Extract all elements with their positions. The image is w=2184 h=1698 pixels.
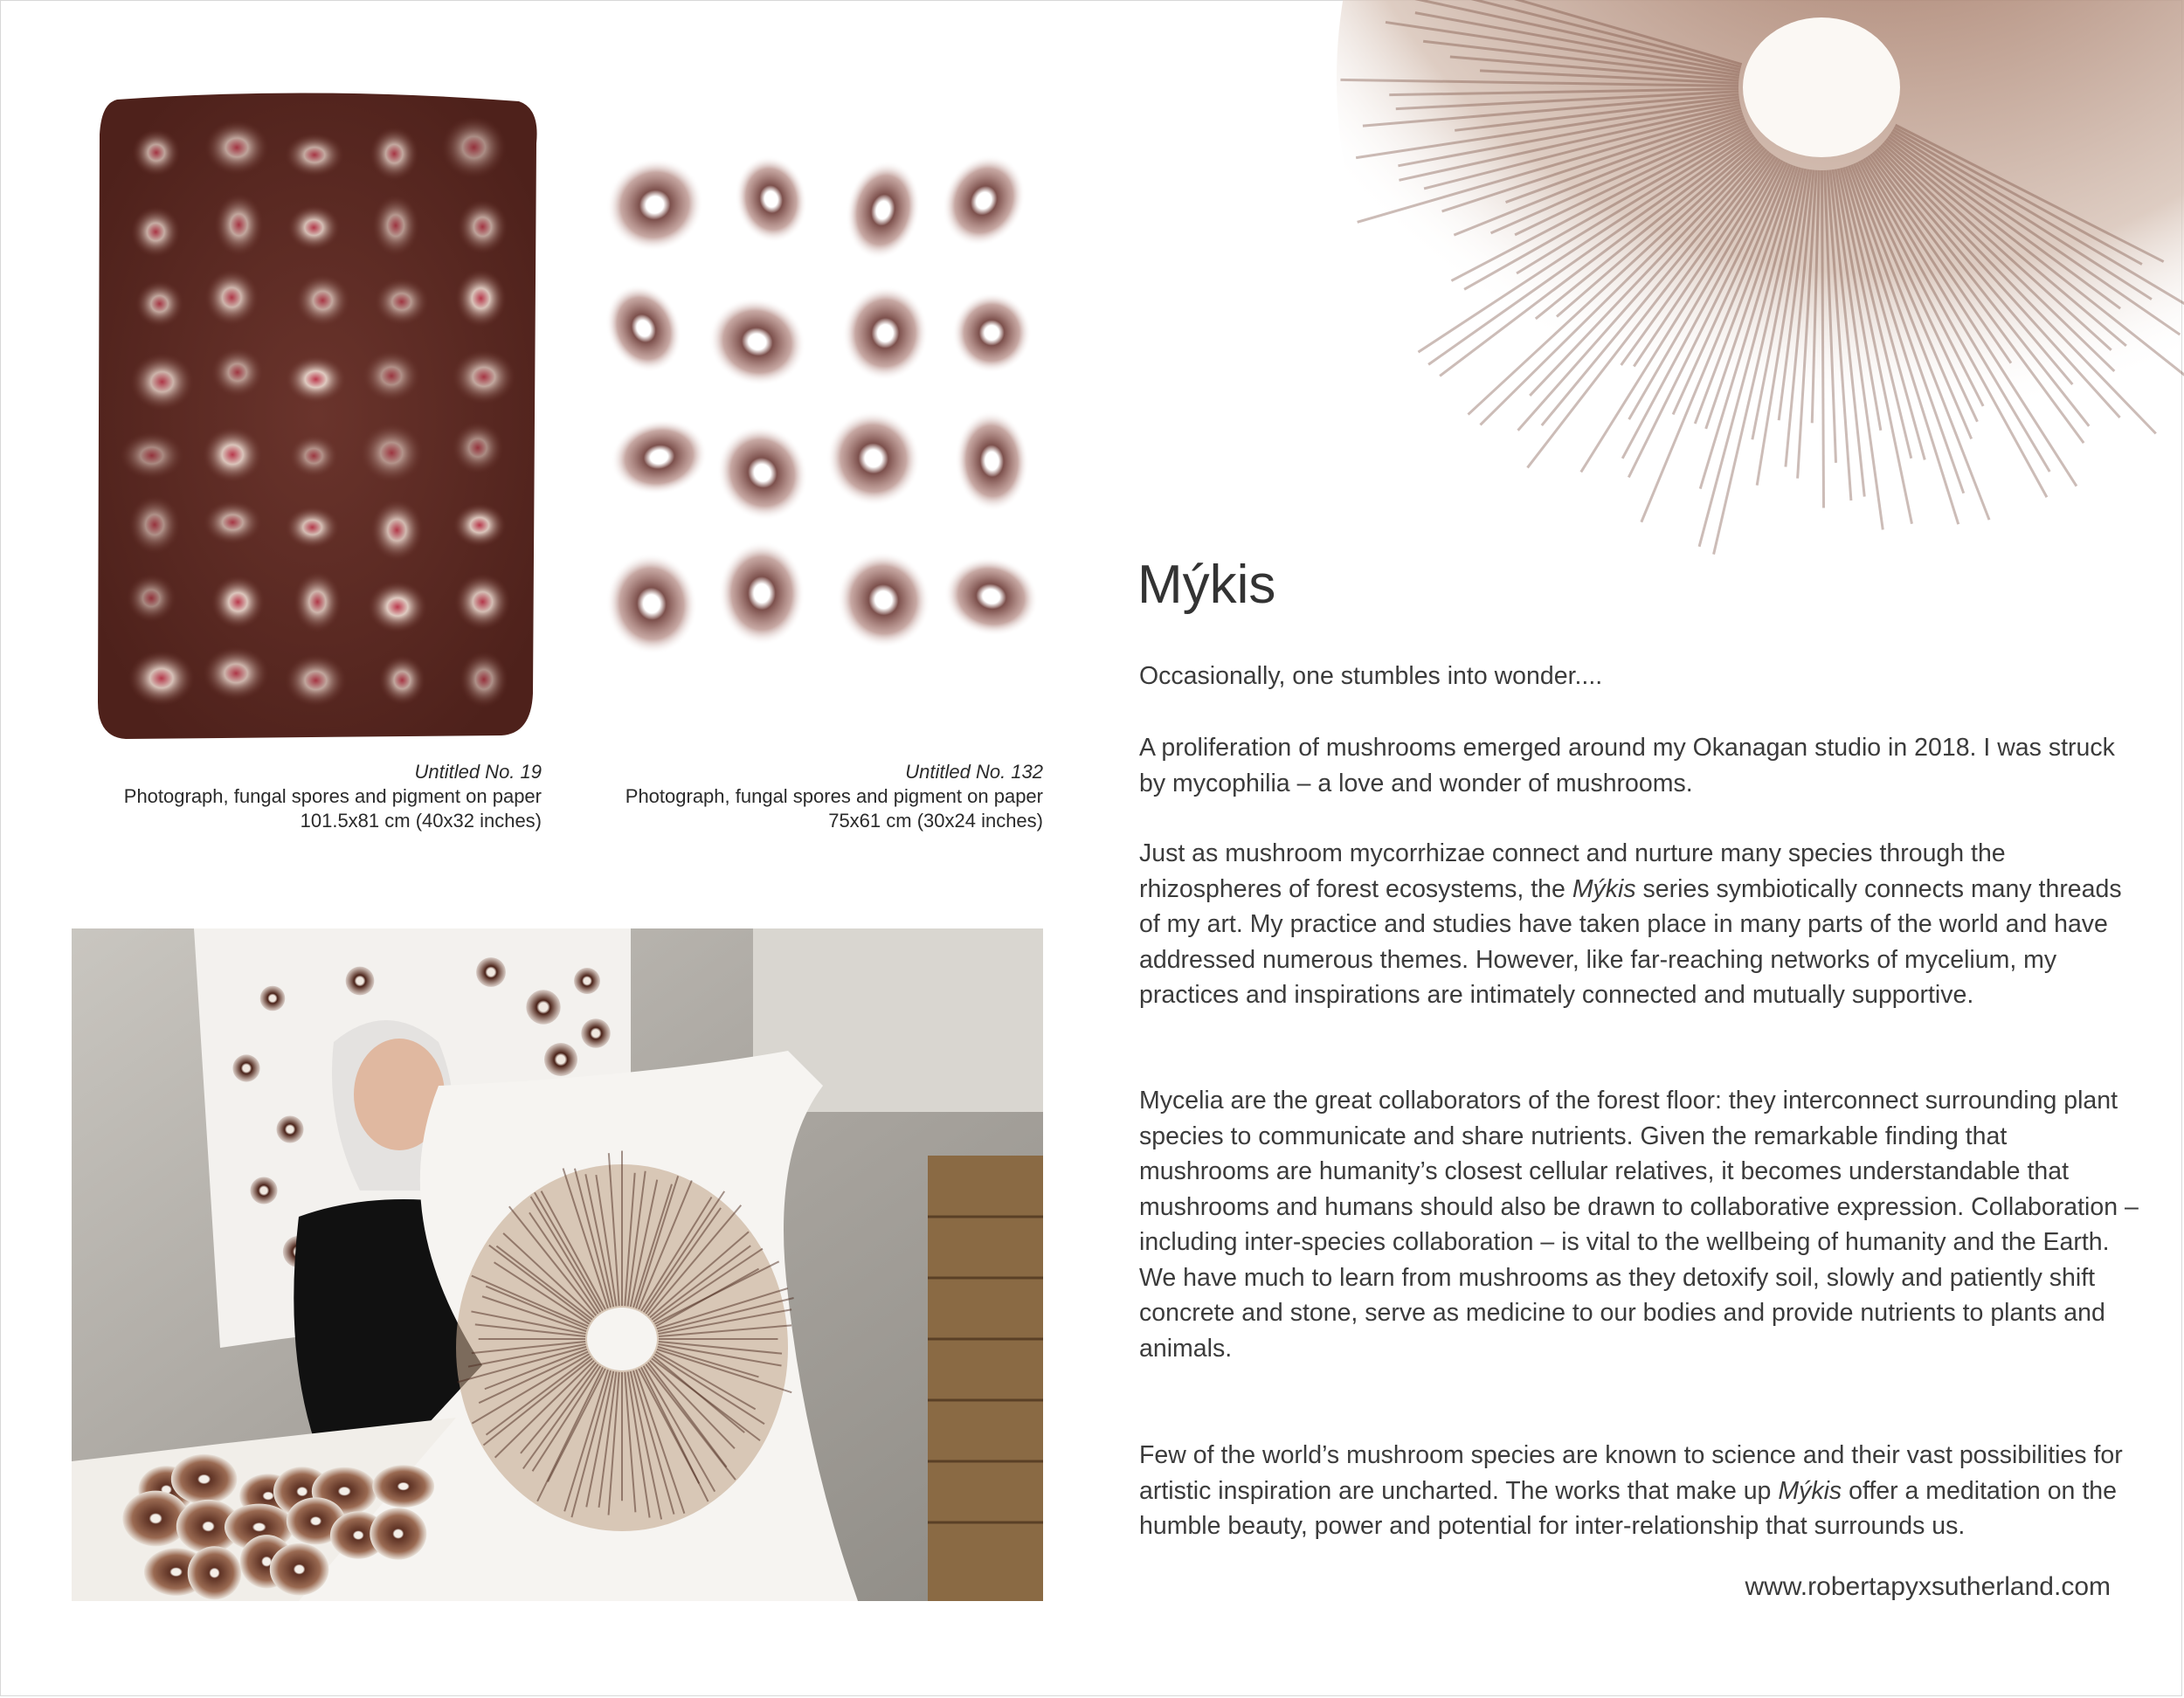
untitled-no-132-caption bbox=[542, 760, 1043, 833]
intro-paragraph: Occasionally, one stumbles into wonder.... bbox=[1139, 662, 1603, 690]
spore-print-mark bbox=[544, 1043, 577, 1076]
spore-print-mark bbox=[476, 957, 506, 987]
website-link[interactable]: www.robertapyxsutherland.com bbox=[1745, 1572, 2111, 1601]
spore-print-mark bbox=[370, 127, 418, 180]
spore-print-mark bbox=[837, 154, 929, 266]
spore-print-mark bbox=[286, 507, 340, 549]
spore-print-mark bbox=[717, 541, 805, 646]
spore-print-mark bbox=[374, 278, 429, 325]
paragraph-species bbox=[1139, 1438, 2144, 1544]
spore-print-mark bbox=[285, 133, 344, 176]
spore-print-mark bbox=[188, 1546, 241, 1599]
text-run: Just as mushroom mycorrhizae connect and nurture many species through the rhizospheres of forest ecosystems, the bbox=[1139, 839, 2006, 903]
spore-print-mark bbox=[130, 353, 194, 411]
spore-print-mark bbox=[204, 269, 259, 325]
spore-print-mark bbox=[294, 571, 342, 632]
spore-print-mark bbox=[599, 547, 704, 660]
spore-print-mark bbox=[276, 1115, 303, 1142]
spore-print-mark bbox=[372, 1465, 434, 1508]
spore-print-mark bbox=[452, 349, 515, 404]
spore-print-mark bbox=[260, 986, 286, 1011]
spore-print-mark bbox=[379, 655, 425, 705]
artwork-title: Untitled No. 19 bbox=[414, 761, 542, 783]
spore-print-mark bbox=[295, 274, 350, 327]
spore-print-mark bbox=[171, 1454, 238, 1504]
spore-print-mark bbox=[289, 435, 338, 478]
spore-print-mark bbox=[131, 206, 181, 257]
spore-print-mark bbox=[203, 646, 268, 700]
text-run: series symbiotically connects many threads of my art. My practice and studies have taken place in many parts of the world and have addressed numerous themes. However, like far-reaching networks of mycelium, my practices and inspirations are intimately connected and mutually supportive. bbox=[1139, 874, 2122, 1009]
spore-print-mark bbox=[285, 654, 347, 707]
spore-print-mark bbox=[214, 194, 263, 257]
spore-print-mark bbox=[120, 431, 184, 479]
spore-print-mark bbox=[346, 967, 375, 996]
spore-print-mark bbox=[250, 1177, 277, 1204]
text-run: offer a meditation on the humble beauty, power and potential for inter-relationship that surrounds us. bbox=[1139, 1476, 2117, 1540]
spore-print-mark bbox=[727, 149, 815, 250]
spore-print-mark bbox=[128, 495, 180, 554]
spore-print-mark bbox=[132, 129, 180, 176]
spore-print-mark bbox=[936, 549, 1046, 645]
artwork-title: Untitled No. 132 bbox=[905, 761, 1043, 783]
spore-print-mark bbox=[594, 273, 695, 384]
artist-studio-photo bbox=[72, 928, 1043, 1601]
spore-print-mark bbox=[286, 355, 347, 403]
paragraph-proliferation: A proliferation of mushrooms emerged around my Okanagan studio in 2018. I was struck by mycophilia – a love and wonder of mushrooms. bbox=[1139, 734, 2115, 797]
artwork-size: 75x61 cm (30x24 inches) bbox=[828, 810, 1043, 832]
gill-line bbox=[1821, 170, 1823, 507]
spore-print-mark bbox=[453, 422, 504, 474]
series-name: Mýkis bbox=[1778, 1476, 1842, 1505]
paragraph-mycorrhizae bbox=[1139, 836, 2144, 1013]
untitled-no-19-caption bbox=[52, 760, 542, 833]
artwork-size: 101.5x81 cm (40x32 inches) bbox=[300, 810, 542, 832]
spore-print-mark bbox=[927, 140, 1041, 260]
spore-print-mark bbox=[945, 286, 1038, 379]
spore-print-mark bbox=[441, 116, 507, 178]
spore-print-mark bbox=[458, 199, 508, 253]
spore-print-mark bbox=[203, 427, 263, 483]
spore-print-mark bbox=[455, 269, 506, 327]
spore-print-mark bbox=[698, 286, 817, 397]
spore-print-mark bbox=[360, 423, 423, 482]
artwork-medium: Photograph, fungal spores and pigment on paper bbox=[625, 785, 1043, 807]
spore-print-mark bbox=[211, 348, 264, 397]
spore-print-mark bbox=[270, 1543, 329, 1596]
spore-print-mark bbox=[204, 500, 262, 544]
untitled-no-19-artwork bbox=[91, 91, 543, 741]
spore-print-mark bbox=[287, 205, 340, 251]
spore-print-mark bbox=[839, 282, 932, 383]
large-spore-print-image bbox=[1337, 0, 2184, 734]
spore-print-mark bbox=[372, 195, 419, 256]
spore-print-mark bbox=[128, 651, 195, 706]
spore-print-mark bbox=[594, 143, 718, 266]
page-title: Mýkis bbox=[1137, 555, 1276, 615]
spore-print-mark bbox=[526, 990, 560, 1024]
spore-print-mark bbox=[574, 968, 600, 994]
text-run: Few of the world’s mushroom species are known to science and their vast possibilities for artistic inspiration are uncharted. The works that make up bbox=[1139, 1441, 2123, 1505]
spore-print-mark bbox=[127, 574, 176, 622]
untitled-no-132-artwork bbox=[594, 138, 1047, 694]
spore-print-mark bbox=[211, 576, 265, 629]
spore-print-mark bbox=[454, 574, 510, 631]
spore-print-mark bbox=[824, 539, 943, 660]
spore-print-mark bbox=[605, 411, 713, 501]
spore-print-mark bbox=[363, 350, 420, 402]
spore-print-mark bbox=[700, 409, 825, 536]
spore-print-mark bbox=[370, 500, 423, 561]
spore-print-mark bbox=[368, 581, 427, 632]
spore-print-mark bbox=[135, 280, 183, 327]
artwork-medium: Photograph, fungal spores and pigment on paper bbox=[123, 785, 542, 807]
paragraph-mycelia: Mycelia are the great collaborators of the forest floor: they interconnect surrounding plant species to communicate and share nutrients. Given the remarkable finding that mushrooms are humanity’s closest cellular relatives, it becomes understandable that mushrooms and humans should also be drawn to collaborative expression. Collaboration – including inter-species collaboration – is vital to the wellbeing of humanity and the Earth. We have much to learn from mushrooms as they detoxify soil, slowly and patiently shift concrete and stone, serve as medicine to our bodies and provide nutrients to plants and animals. bbox=[1139, 1087, 2139, 1363]
spore-print-mark bbox=[812, 396, 936, 521]
spore-print-mark bbox=[581, 1018, 610, 1047]
spore-print-mark bbox=[453, 503, 507, 547]
series-name: Mýkis bbox=[1572, 874, 1636, 903]
spore-print-mark bbox=[460, 652, 508, 708]
spore-print-mark bbox=[952, 409, 1032, 514]
spore-print-mark bbox=[205, 121, 269, 175]
spore-print-mark bbox=[370, 1508, 426, 1559]
spore-print-mark bbox=[232, 1054, 259, 1081]
